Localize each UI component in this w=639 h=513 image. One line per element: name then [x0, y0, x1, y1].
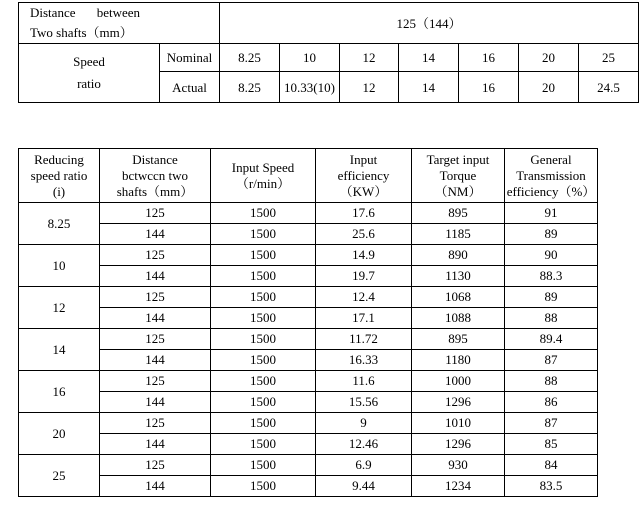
target-torque-cell: 930 [412, 455, 505, 476]
table-row [19, 392, 598, 413]
transmission-efficiency-cell: 89.4 [505, 329, 598, 350]
input-efficiency-cell: 16.33 [316, 350, 412, 371]
shaft-distance-cell: 125 [100, 371, 211, 392]
input-efficiency-cell: 25.6 [316, 224, 412, 245]
input-efficiency-cell: 15.56 [316, 392, 412, 413]
table-row [19, 434, 598, 455]
header-line: shafts（mm） [116, 183, 194, 199]
input-speed-cell: 1500 [211, 287, 316, 308]
performance-header-row [19, 149, 598, 203]
header-line: Input [349, 151, 378, 167]
transmission-efficiency-cell: 89 [505, 224, 598, 245]
actual-value: 24.5 [579, 72, 639, 103]
reducing-ratio-cell: 25 [19, 455, 100, 497]
speed-ratio-label-line1: Speed [73, 54, 105, 69]
transmission-efficiency-cell: 83.5 [505, 476, 598, 497]
target-torque-cell: 1296 [412, 434, 505, 455]
transmission-efficiency-cell: 88 [505, 308, 598, 329]
speed-ratio-label [19, 44, 160, 103]
actual-value: 20 [519, 72, 579, 103]
header-line: Transmission [516, 167, 586, 183]
shaft-distance-cell: 144 [100, 266, 211, 287]
reducing-ratio-cell: 10 [19, 245, 100, 287]
input-efficiency-cell: 9 [316, 413, 412, 434]
actual-value: 14 [399, 72, 459, 103]
transmission-efficiency-cell: 88 [505, 371, 598, 392]
target-torque-cell: 895 [412, 203, 505, 224]
input-efficiency-cell: 12.4 [316, 287, 412, 308]
transmission-efficiency-cell: 90 [505, 245, 598, 266]
transmission-efficiency-cell: 85 [505, 434, 598, 455]
input-speed-cell: 1500 [211, 371, 316, 392]
header-line: (i) [52, 183, 66, 199]
actual-value: 8.25 [220, 72, 280, 103]
shaft-distance-cell: 144 [100, 308, 211, 329]
table-row [19, 413, 598, 434]
shaft-distance-label-line1: Distance between [30, 5, 141, 20]
header-line: General [530, 151, 572, 167]
actual-label: Actual [160, 72, 220, 103]
header-line: （NM） [434, 183, 482, 199]
input-speed-cell: 1500 [211, 245, 316, 266]
header-line: Torque [439, 167, 477, 183]
header-line: efficiency [337, 167, 390, 183]
input-speed-cell: 1500 [211, 308, 316, 329]
reducing-ratio-cell: 20 [19, 413, 100, 455]
shaft-distance-cell: 125 [100, 287, 211, 308]
input-efficiency-cell: 9.44 [316, 476, 412, 497]
transmission-efficiency-cell: 84 [505, 455, 598, 476]
transmission-efficiency-cell: 87 [505, 413, 598, 434]
input-efficiency-cell: 11.72 [316, 329, 412, 350]
target-torque-cell: 1185 [412, 224, 505, 245]
shaft-distance-cell: 144 [100, 392, 211, 413]
shaft-distance-cell: 125 [100, 455, 211, 476]
header-line: （KW） [339, 183, 388, 199]
header-reducing-speed-ratio [19, 149, 100, 203]
header-line: Input Speed [231, 159, 295, 175]
input-efficiency-cell: 11.6 [316, 371, 412, 392]
actual-value: 10.33(10) [280, 72, 340, 103]
shaft-distance-value: 125（144） [220, 3, 639, 44]
speed-ratio-table [18, 2, 639, 103]
header-input-efficiency [316, 149, 412, 203]
reducing-ratio-cell: 12 [19, 287, 100, 329]
header-line: Distance [132, 151, 178, 167]
input-speed-cell: 1500 [211, 413, 316, 434]
table-row [19, 266, 598, 287]
input-efficiency-cell: 12.46 [316, 434, 412, 455]
table-row [19, 455, 598, 476]
table-row [19, 245, 598, 266]
input-speed-cell: 1500 [211, 224, 316, 245]
nominal-value: 10 [280, 44, 340, 72]
reducing-ratio-cell: 14 [19, 329, 100, 371]
nominal-value: 8.25 [220, 44, 280, 72]
transmission-efficiency-cell: 91 [505, 203, 598, 224]
table-row [19, 203, 598, 224]
shaft-distance-cell: 144 [100, 476, 211, 497]
shaft-distance-cell: 125 [100, 329, 211, 350]
header-line: （r/min） [235, 175, 291, 191]
shaft-distance-cell: 144 [100, 224, 211, 245]
shaft-distance-row [19, 3, 639, 44]
nominal-value: 25 [579, 44, 639, 72]
input-speed-cell: 1500 [211, 476, 316, 497]
table-row [19, 224, 598, 245]
header-line: efficiency（%） [506, 183, 596, 199]
actual-value: 12 [340, 72, 399, 103]
shaft-distance-cell: 125 [100, 413, 211, 434]
header-shaft-distance [100, 149, 211, 203]
header-input-speed [211, 149, 316, 203]
nominal-value: 16 [459, 44, 519, 72]
input-speed-cell: 1500 [211, 203, 316, 224]
reducing-ratio-cell: 16 [19, 371, 100, 413]
header-transmission-efficiency [505, 149, 598, 203]
shaft-distance-cell: 125 [100, 203, 211, 224]
header-line: bctwccn two [121, 167, 189, 183]
transmission-efficiency-cell: 88.3 [505, 266, 598, 287]
shaft-distance-label-line2: Two shafts（mm） [30, 25, 133, 40]
table-row [19, 476, 598, 497]
reducing-ratio-cell: 8.25 [19, 203, 100, 245]
table-row [19, 371, 598, 392]
input-efficiency-cell: 19.7 [316, 266, 412, 287]
input-speed-cell: 1500 [211, 392, 316, 413]
input-speed-cell: 1500 [211, 266, 316, 287]
target-torque-cell: 1130 [412, 266, 505, 287]
table-row [19, 287, 598, 308]
target-torque-cell: 1068 [412, 287, 505, 308]
target-torque-cell: 890 [412, 245, 505, 266]
header-target-torque [412, 149, 505, 203]
speed-ratio-label-line2: ratio [77, 76, 101, 91]
input-speed-cell: 1500 [211, 434, 316, 455]
input-efficiency-cell: 6.9 [316, 455, 412, 476]
target-torque-cell: 1296 [412, 392, 505, 413]
nominal-value: 20 [519, 44, 579, 72]
target-torque-cell: 895 [412, 329, 505, 350]
table-row [19, 350, 598, 371]
nominal-label: Nominal [160, 44, 220, 72]
table-row [19, 308, 598, 329]
target-torque-cell: 1234 [412, 476, 505, 497]
transmission-efficiency-cell: 86 [505, 392, 598, 413]
performance-table [18, 148, 598, 497]
table-row [19, 329, 598, 350]
input-speed-cell: 1500 [211, 329, 316, 350]
transmission-efficiency-cell: 89 [505, 287, 598, 308]
nominal-value: 14 [399, 44, 459, 72]
shaft-distance-label [19, 3, 220, 44]
input-speed-cell: 1500 [211, 350, 316, 371]
target-torque-cell: 1000 [412, 371, 505, 392]
shaft-distance-cell: 144 [100, 350, 211, 371]
input-speed-cell: 1500 [211, 455, 316, 476]
nominal-row [19, 44, 639, 72]
input-efficiency-cell: 17.1 [316, 308, 412, 329]
header-line: speed ratio [30, 167, 88, 183]
shaft-distance-cell: 144 [100, 434, 211, 455]
header-line: Reducing [34, 151, 84, 167]
target-torque-cell: 1180 [412, 350, 505, 371]
actual-value: 16 [459, 72, 519, 103]
input-efficiency-cell: 14.9 [316, 245, 412, 266]
target-torque-cell: 1088 [412, 308, 505, 329]
input-efficiency-cell: 17.6 [316, 203, 412, 224]
transmission-efficiency-cell: 87 [505, 350, 598, 371]
header-line: Target input [426, 151, 490, 167]
nominal-value: 12 [340, 44, 399, 72]
target-torque-cell: 1010 [412, 413, 505, 434]
shaft-distance-cell: 125 [100, 245, 211, 266]
